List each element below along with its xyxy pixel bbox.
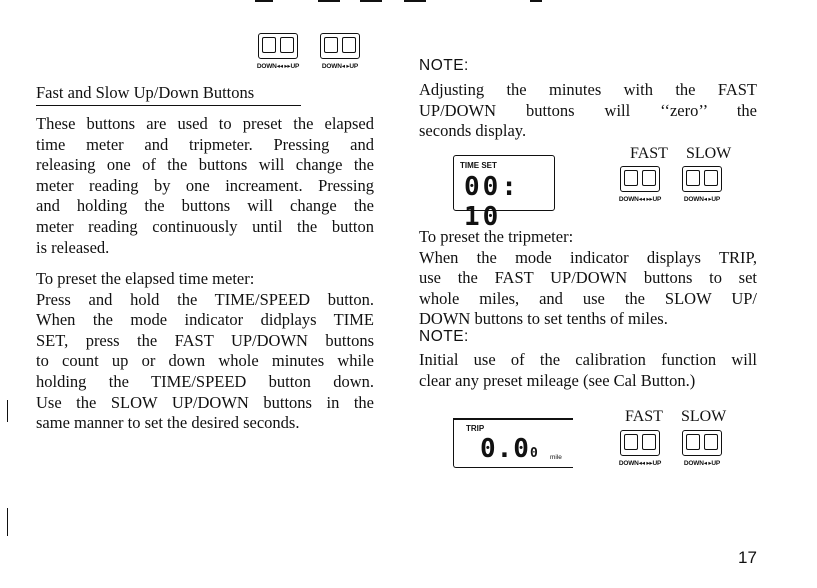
- text-line: Adjusting the minutes with the FAST: [419, 80, 757, 99]
- text-line: seconds display.: [419, 121, 527, 141]
- text-line: releasing one of the buttons will change the: [36, 155, 374, 175]
- slow-button-caption: DOWN◂ ▸UP: [321, 63, 359, 70]
- fast-button-icon: [620, 430, 660, 456]
- text-line: time meter and tripmeter. Pressing and: [36, 134, 374, 154]
- text-line: To preset the elapsed time meter:: [36, 269, 255, 288]
- fast-button-caption: DOWN◂◂ ▸▸UP: [618, 460, 662, 467]
- slow-button-caption: DOWN◂ ▸UP: [683, 460, 721, 467]
- section-heading: Fast and Slow Up/Down Buttons: [36, 83, 301, 106]
- note-label: NOTE:: [419, 57, 469, 74]
- text-line: Initial use of the calibration function will: [419, 350, 757, 369]
- note-label: NOTE:: [419, 328, 469, 345]
- top-edge-marks: [0, 0, 817, 6]
- text-line: SET, press the FAST UP/DOWN buttons: [36, 330, 374, 350]
- slow-label: SLOW: [680, 408, 727, 425]
- trip-display: [453, 418, 573, 468]
- lcd-digits: 0.0: [480, 434, 530, 464]
- slow-button-icon: [682, 166, 722, 192]
- tripmeter-instructions: [419, 227, 757, 330]
- text-line: DOWN buttons to set tenths of miles.: [419, 309, 668, 329]
- slow-label: SLOW: [685, 145, 732, 162]
- text-line: UP/DOWN buttons will ‘‘zero’’ the: [419, 100, 757, 120]
- margin-mark: [7, 400, 8, 422]
- text-line: is released.: [36, 237, 110, 257]
- fast-button-caption: DOWN◂◂ ▸▸UP: [618, 196, 662, 203]
- lcd-small-digit: 0: [530, 446, 541, 461]
- slow-button-caption: DOWN◂ ▸UP: [683, 196, 721, 203]
- text-line: holding the TIME/SPEED button down.: [36, 371, 374, 391]
- fast-label: FAST: [625, 408, 663, 425]
- text-line: to count up or down whole minutes while: [36, 351, 374, 371]
- lcd-unit: mile: [550, 454, 562, 461]
- text-line: When the mode indicator didplays TIME: [36, 310, 374, 330]
- lcd-mode-label: TIME SET: [460, 161, 497, 170]
- lcd-digits: 00: 10: [464, 172, 520, 232]
- fast-button-icon: [620, 166, 660, 192]
- fast-button-caption: DOWN◂◂ ▸▸UP: [256, 63, 300, 70]
- text-line: To preset the tripmeter:: [419, 227, 574, 246]
- note-paragraph: [419, 80, 757, 142]
- text-line: meter reading by one increament. Pressing: [36, 175, 374, 195]
- text-line: meter reading continuously until the button: [36, 216, 374, 236]
- right-button-graphics-1: [620, 166, 726, 203]
- left-button-graphics: [258, 33, 364, 70]
- slow-button-icon: [320, 33, 360, 59]
- text-line: same manner to set the desired seconds.: [36, 413, 300, 433]
- text-line: When the mode indicator displays TRIP,: [419, 247, 757, 267]
- text-line: Press and hold the TIME/SPEED button.: [36, 289, 374, 309]
- text-line: Use the SLOW UP/DOWN buttons in the: [36, 392, 374, 412]
- intro-paragraph: [36, 114, 374, 258]
- fast-slow-labels: [630, 145, 731, 163]
- text-line: and holding the buttons will change the: [36, 196, 374, 216]
- text-line: clear any preset mileage (see Cal Button.): [419, 370, 696, 390]
- lcd-mode-label: TRIP: [466, 424, 485, 433]
- elapsed-time-instructions: [36, 269, 374, 434]
- time-set-display: [453, 155, 555, 232]
- right-button-graphics-2: [620, 430, 726, 467]
- fast-label: FAST: [630, 145, 668, 162]
- text-line: whole miles, and use the SLOW UP/: [419, 288, 757, 308]
- page-number: 17: [738, 548, 757, 567]
- text-line: These buttons are used to preset the elapsed: [36, 114, 374, 133]
- fast-button-icon: [258, 33, 298, 59]
- margin-mark: [7, 508, 8, 536]
- slow-button-icon: [682, 430, 722, 456]
- note-paragraph: [419, 350, 757, 391]
- text-line: use the FAST UP/DOWN buttons to set: [419, 268, 757, 288]
- fast-slow-labels: [625, 408, 726, 426]
